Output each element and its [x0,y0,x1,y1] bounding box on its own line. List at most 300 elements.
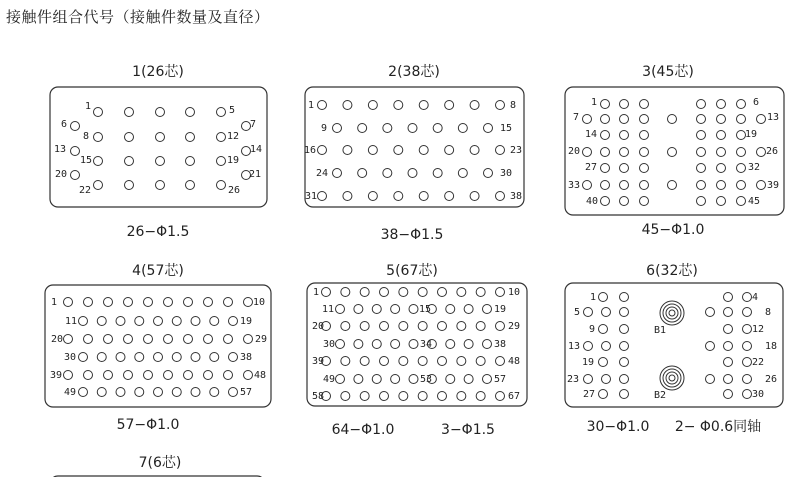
contact-pin [154,317,163,326]
contact-pin [620,131,629,140]
pin-number-label: 7 [572,112,580,123]
contact-pin [668,148,677,157]
contact-pin [204,335,213,344]
contact-pin [418,322,427,331]
pin-number-label: 20 [54,169,68,180]
contact-pin [408,169,417,178]
contact-pin [399,357,408,366]
contact-pin [737,197,746,206]
pin-number-label: 31 [304,191,318,202]
contact-pin [418,288,427,297]
contact-pin [620,148,629,157]
contact-pin [354,375,363,384]
contact-spec-caption: 3−Φ1.5 [441,422,495,438]
contact-pin [601,100,610,109]
contact-pin [409,340,418,349]
contact-pin [358,169,367,178]
contact-pin [640,197,649,206]
contact-pin [620,115,629,124]
contact-pin [483,375,492,384]
contact-pin [584,375,593,384]
coax-ring [669,375,675,381]
pin-number-label: 11 [321,304,335,315]
contact-pin [380,357,389,366]
contact-pin [697,164,706,173]
pin-number-label: 58 [311,391,325,402]
pin-number-label: 15 [79,155,93,166]
contact-pin [394,146,403,155]
pin-number-label: 11 [64,316,78,327]
pin-number-label: 1 [307,100,315,111]
contact-pin [496,288,505,297]
contact-pin [445,101,454,110]
contact-pin [419,192,428,201]
pin-number-label: 19 [239,316,253,327]
contact-pin [336,305,345,314]
contact-pin [743,342,752,351]
pin-number-label: 20 [311,321,325,332]
contact-pin [620,164,629,173]
pin-number-label: 27 [582,389,596,400]
contact-pin [191,388,200,397]
contact-pin [757,115,766,124]
contact-pin [583,148,592,157]
pin-number-label: 57 [493,374,507,385]
contact-pin [383,169,392,178]
contact-pin [394,192,403,201]
contact-pin [79,317,88,326]
contact-pin [446,340,455,349]
contact-pin [724,325,733,334]
contact-pin [446,375,455,384]
contact-pin [717,100,726,109]
contact-pin [210,388,219,397]
pin-number-label: 8 [764,307,772,318]
contact-pin [380,322,389,331]
contact-pin [457,357,466,366]
contact-pin [125,133,134,142]
contact-pin [341,288,350,297]
contact-pin [717,115,726,124]
contact-pin [97,317,106,326]
contact-pin [64,335,73,344]
contact-pin [372,375,381,384]
contact-pin [224,335,233,344]
contact-pin [620,342,629,351]
contact-pin [470,192,479,201]
contact-pin [191,353,200,362]
pin-number-label: 32 [747,162,761,173]
contact-pin [360,322,369,331]
pin-number-label: 24 [315,168,329,179]
pin-number-label: 8 [82,131,90,142]
contact-pin [124,335,133,344]
contact-pin [391,375,400,384]
panel-title: 5(67芯) [386,263,438,279]
contact-pin [156,108,165,117]
contact-pin [318,101,327,110]
contact-pin [79,353,88,362]
panel-title: 6(32芯) [646,263,698,279]
contact-pin [584,342,593,351]
pin-number-label: 1 [84,101,92,112]
pin-number-label: 48 [507,356,521,367]
contact-pin [354,340,363,349]
contact-pin [125,181,134,190]
contact-pin [94,157,103,166]
pin-number-label: 1 [50,297,58,308]
panel-title: 4(57芯) [132,263,184,279]
contact-pin [601,181,610,190]
contact-pin [186,133,195,142]
contact-pin [154,353,163,362]
contact-pin [620,390,629,399]
contact-pin [496,392,505,401]
contact-pin [104,298,113,307]
pin-number-label: 20 [567,146,581,157]
contact-pin [186,181,195,190]
contact-pin [391,340,400,349]
contact-pin [399,288,408,297]
contact-pin [164,371,173,380]
pin-number-label: 1 [312,287,320,298]
contact-pin [483,305,492,314]
pin-number-label: 9 [588,324,596,335]
contact-pin [601,148,610,157]
contact-pin [156,133,165,142]
pin-number-label: 14 [584,129,598,140]
contact-pin [224,298,233,307]
contact-pin [409,375,418,384]
contact-pin [217,133,226,142]
pin-number-label: 30 [499,168,513,179]
contact-pin [737,115,746,124]
contact-pin [620,293,629,302]
contact-pin [601,197,610,206]
contact-pin [125,157,134,166]
pin-number-label: 57 [239,387,253,398]
contact-pin [184,371,193,380]
contact-pin [717,197,726,206]
contact-pin [476,392,485,401]
contact-pin [84,298,93,307]
contact-pin [116,388,125,397]
contact-pin [717,164,726,173]
pin-number-label: 20 [50,334,64,345]
contact-pin [706,342,715,351]
contact-pin [599,358,608,367]
pin-number-label: 5 [573,307,581,318]
contact-pin [496,146,505,155]
pin-number-label: 7 [249,119,257,130]
contact-pin [724,308,733,317]
panel-title: 2(38芯) [388,64,440,80]
contact-spec-caption: 57−Φ1.0 [116,417,180,433]
contact-pin [464,375,473,384]
contact-pin [433,169,442,178]
contact-pin [476,288,485,297]
pin-number-label: 5 [228,105,236,116]
pin-number-label: 15 [418,304,432,315]
coax-label: B2 [653,390,667,401]
pin-number-label: 6 [752,97,760,108]
contact-pin [737,100,746,109]
contact-pin [724,293,733,302]
contact-pin [135,388,144,397]
panel-5 [307,262,527,438]
contact-pin [717,181,726,190]
contact-pin [737,164,746,173]
contact-pin [124,371,133,380]
contact-pin [84,371,93,380]
contact-pin [697,181,706,190]
pin-number-label: 39 [49,370,63,381]
pin-number-label: 13 [53,144,67,155]
contact-pin [445,146,454,155]
pin-number-label: 40 [585,196,599,207]
contact-pin [470,101,479,110]
contact-pin [217,157,226,166]
pin-number-label: 10 [507,287,521,298]
contact-pin [737,181,746,190]
pin-number-label: 8 [509,100,517,111]
contact-pin [368,101,377,110]
contact-pin [409,305,418,314]
contact-pin [244,335,253,344]
contact-pin [372,340,381,349]
contact-spec-caption: 26−Φ1.5 [126,224,190,240]
contact-pin [394,101,403,110]
pin-number-label: 22 [78,185,92,196]
pin-number-label: 13 [567,341,581,352]
coax-contact [660,301,684,325]
pin-number-label: 26 [764,374,778,385]
pin-number-label: 33 [567,180,581,191]
contact-pin [341,322,350,331]
contact-pin [217,181,226,190]
contact-pin [94,133,103,142]
contact-pin [191,317,200,326]
contact-pin [224,371,233,380]
contact-pin [470,146,479,155]
pin-number-label: 19 [581,357,595,368]
contact-pin [336,375,345,384]
contact-pin [602,342,611,351]
contact-pin [144,298,153,307]
insert-outline [305,87,524,207]
contact-pin [602,308,611,317]
contact-pin [399,392,408,401]
panel-title: 3(45芯) [642,64,694,80]
contact-pin [697,100,706,109]
contact-pin [476,322,485,331]
contact-pin [601,131,610,140]
pin-number-label: 27 [584,162,598,173]
contact-pin [697,148,706,157]
contact-pin [333,124,342,133]
contact-pin [156,157,165,166]
contact-pin [172,388,181,397]
pin-number-label: 49 [63,387,77,398]
panel-title: 7(6芯) [138,455,182,471]
contact-pin [333,169,342,178]
coax-ring [666,372,678,384]
contact-pin [602,375,611,384]
contact-pin [697,115,706,124]
pin-number-label: 23 [509,145,523,156]
contact-pin [484,169,493,178]
contact-pin [438,322,447,331]
contact-pin [368,146,377,155]
contact-pin [64,371,73,380]
contact-pin [94,181,103,190]
coax-label: B1 [653,325,667,336]
contact-spec-caption: 64−Φ1.0 [331,422,395,438]
contact-pin [697,197,706,206]
contact-pin [433,124,442,133]
contact-pin [383,124,392,133]
contact-pin [496,357,505,366]
pin-number-label: 34 [419,339,433,350]
contact-pin [186,157,195,166]
contact-pin [640,100,649,109]
contact-pin [135,353,144,362]
contact-pin [620,325,629,334]
contact-pin [620,375,629,384]
contact-pin [79,388,88,397]
contact-pin [184,298,193,307]
contact-pin [599,293,608,302]
contact-pin [380,288,389,297]
contact-pin [737,148,746,157]
panel-4 [45,262,271,433]
contact-pin [640,181,649,190]
contact-pin [640,148,649,157]
contact-pin [204,298,213,307]
contact-pin [743,375,752,384]
contact-pin [204,371,213,380]
contact-pin [94,108,103,117]
contact-pin [318,192,327,201]
contact-pin [601,164,610,173]
pin-number-label: 12 [226,131,240,142]
pin-number-label: 19 [744,129,758,140]
contact-pin [757,181,766,190]
contact-pin [116,353,125,362]
contact-pin [457,392,466,401]
contact-pin [743,325,752,334]
contact-pin [64,298,73,307]
contact-pin [164,335,173,344]
contact-pin [154,388,163,397]
contact-pin [640,115,649,124]
contact-pin [697,131,706,140]
coax-ring [660,366,684,390]
coax-ring [669,310,675,316]
contact-pin [229,353,238,362]
panel-3 [565,63,784,238]
contact-pin [97,388,106,397]
panel-2 [304,63,524,243]
contact-pin [496,322,505,331]
pin-number-label: 12 [751,324,765,335]
pin-number-label: 13 [766,112,780,123]
contact-spec-caption: 2− Φ0.6同轴 [674,419,762,435]
contact-pin [445,192,454,201]
coax-ring [666,307,678,319]
contact-pin [717,131,726,140]
pin-number-label: 15 [499,123,513,134]
pin-number-label: 16 [303,145,317,156]
contact-pin [360,392,369,401]
contact-pin [116,317,125,326]
contact-pin [620,308,629,317]
contact-pin [172,353,181,362]
pin-number-label: 10 [252,297,266,308]
contact-pin [71,171,80,180]
page-title: 接触件组合代号（接触件数量及直径） [6,8,270,26]
contact-pin [399,322,408,331]
contact-pin [71,122,80,131]
pin-number-label: 29 [254,334,268,345]
contact-pin [418,392,427,401]
contact-pin [144,335,153,344]
contact-spec-caption: 30−Φ1.0 [586,419,650,435]
contact-pin [743,358,752,367]
panel-title: 1(26芯) [132,64,184,80]
contact-pin [640,131,649,140]
pin-number-label: 26 [765,146,779,157]
contact-pin [184,335,193,344]
contact-pin [144,371,153,380]
contact-pin [438,288,447,297]
contact-pin [724,375,733,384]
contact-pin [210,317,219,326]
contact-pin [97,353,106,362]
contact-pin [620,181,629,190]
pin-number-label: 9 [320,123,328,134]
contact-spec-caption: 45−Φ1.0 [641,222,705,238]
panel-7 [50,454,265,477]
contact-pin [217,108,226,117]
pin-number-label: 23 [566,374,580,385]
pin-number-label: 48 [253,370,267,381]
contact-pin [724,390,733,399]
contact-pin [438,357,447,366]
contact-pin [104,335,113,344]
contact-pin [244,371,253,380]
contact-pin [135,317,144,326]
pin-number-label: 30 [322,339,336,350]
pin-number-label: 49 [322,374,336,385]
contact-pin [372,305,381,314]
contact-pin [125,108,134,117]
contact-pin [343,146,352,155]
contact-pin [458,124,467,133]
contact-pin [457,288,466,297]
contact-pin [229,388,238,397]
contact-pin [724,358,733,367]
contact-pin [599,390,608,399]
contact-pin [438,392,447,401]
contact-pin [229,317,238,326]
contact-pin [457,322,466,331]
contact-pin [336,340,345,349]
contact-pin [668,115,677,124]
contact-pin [360,288,369,297]
pin-number-label: 18 [764,341,778,352]
contact-pin [743,390,752,399]
